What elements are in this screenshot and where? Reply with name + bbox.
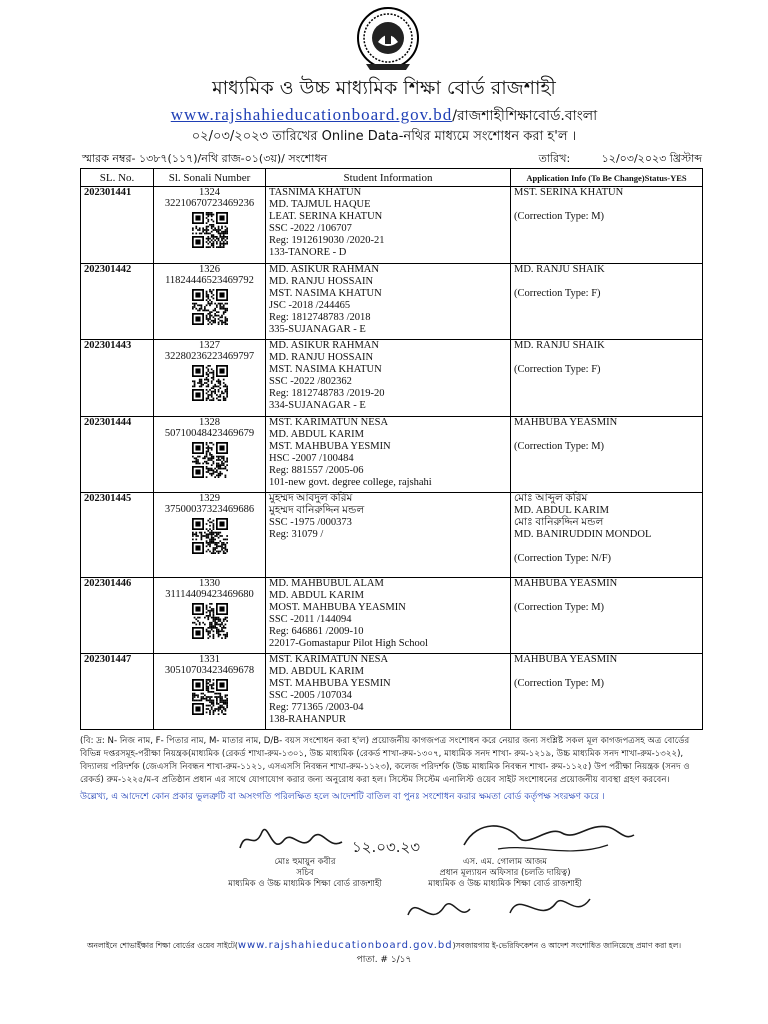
col-header-sl: SL. No. <box>81 169 154 187</box>
col-header-info: Student Information <box>266 169 511 187</box>
application-info-cell <box>511 493 703 578</box>
sonali-number: 37500037323469686 <box>164 504 255 515</box>
serial-number: 1330 <box>199 578 220 589</box>
table-row <box>81 264 703 340</box>
serial-number: 1328 <box>199 417 220 428</box>
table-row <box>81 654 703 730</box>
correction-type: (Correction Type: M) <box>514 441 605 452</box>
student-info-line: MST. MAHBUBA YESMIN <box>269 441 391 452</box>
student-info-line: MD. ABDUL KARIM <box>269 590 364 601</box>
table-row <box>81 187 703 264</box>
website-link[interactable]: www.rajshahieducationboard.gov.bd <box>170 105 453 124</box>
student-info-line: Reg: 881557 /2005-06 <box>269 465 364 476</box>
date-value: ১২/০৩/২০২৩ খ্রিস্টাব্দ <box>601 152 702 165</box>
serial-number: 1331 <box>199 654 220 665</box>
legend-note: (বি: দ্র: N- নিজ নাম, F- পিতার নাম, M- মাতার নাম, D/B- বয়স সংশোধন করা হ'ল) প্রয়োজনীয় কাগজপত্র সংশোধন করে নেয়ার জন্য সংশ্লিষ্ট সকল মূল কাগজপত্রসহ অত্র বোর্ডের বিভিন্ন দপ্তরসমূহ-পরীক্ষা নিয়ন্ত্রক(মাধ্যমিক (রেকর্ড শাখা-রুম-১৩০১, উচ্চ মাধ্যমিক (রেকর্ড শাখা-রুম-১৩০৭, মাধ্যমিক সনদ শাখা- রুম-১২১৯, উচ্চ মাধ্যমিক সনদ শাখা-রুম-১৩২২), বিদ্যালয় পরিদর্শক (জেএসসি নিবন্ধন শাখা-রুম-১১২১, এসএসসি নিবন্ধন শাখা-রুম-১১২৩), কলেজ পরিদর্শক (উচ্চ মাধ্যমিক নিবন্ধন শাখা- রুম-১১২৫) উপ পরীক্ষা নিয়ন্ত্রক (সনদ ও রেকর্ড) রুম-১২২৫/ম-ব প্রতিষ্ঠান প্রধান এর সাথে যোগাযোগ করার জন্য অনুরোধ করা হল। সিস্টেম সিস্টেম এনালিস্ট ওয়েব সাইট সংশোধনের প্রয়োজনীয় ব্যবস্থা গ্রহণ করবেন। <box>80 736 690 785</box>
student-info-cell <box>266 417 511 493</box>
sl-number: 202301441 <box>81 187 154 264</box>
table-row <box>81 417 703 493</box>
student-info-cell <box>266 187 511 264</box>
sonali-number: 30510703423469678 <box>164 665 255 676</box>
student-info-line: MST. NASIMA KHATUN <box>269 288 382 299</box>
student-info-line: MD. RANJU HOSSAIN <box>269 352 374 363</box>
application-info-line: MST. SERINA KHATUN <box>514 187 624 198</box>
memo-date <box>539 150 702 169</box>
memo-line <box>82 150 702 169</box>
qr-code-icon <box>192 365 228 401</box>
correction-type: (Correction Type: N/F) <box>514 553 612 564</box>
sl-number: 202301442 <box>81 264 154 340</box>
qr-code-icon <box>192 442 228 478</box>
correction-type: (Correction Type: M) <box>514 211 605 222</box>
student-info-line: 138-RAHANPUR <box>269 714 347 725</box>
correction-type: (Correction Type: F) <box>514 288 601 299</box>
student-info-line: Reg: 1912619030 /2020-21 <box>269 235 385 246</box>
application-info-cell <box>511 187 703 264</box>
sonali-number: 50710048423469679 <box>164 428 255 439</box>
board-logo-seal <box>356 4 420 72</box>
qr-code-icon <box>192 212 228 248</box>
student-info-line: HSC -2007 /100484 <box>269 453 354 464</box>
student-info-line: 22017-Gomastapur Pilot High School <box>269 638 428 649</box>
application-info-line: MD. RANJU SHAIK <box>514 340 605 351</box>
student-info-line: Reg: 1812748783 /2018 <box>269 312 371 323</box>
qr-code-icon <box>192 518 228 554</box>
student-info-line: 101-new govt. degree college, rajshahi <box>269 477 432 488</box>
sonali-number: 31114409423469680 <box>165 589 254 600</box>
student-info-line: 335-SUJANAGAR - E <box>269 324 366 335</box>
student-info-line: MST. MAHBUBA YESMIN <box>269 678 391 689</box>
student-info-line: SSC -2011 /144094 <box>269 614 352 625</box>
student-info-line: MD. ASIKUR RAHMAN <box>269 340 379 351</box>
student-info-line: JSC -2018 /244465 <box>269 300 351 311</box>
application-info-line: MAHBUBA YEASMIN <box>514 654 618 665</box>
qr-code-icon <box>192 289 228 325</box>
table-row <box>81 578 703 654</box>
student-info-line: MD. MAHBUBUL ALAM <box>269 578 384 589</box>
student-info-line: 133-TANORE - D <box>269 247 347 258</box>
footer-prefix: অনলাইনে শোভাইঁক্ষার শিক্ষা বোর্ডের ওয়েব সাইটে( <box>86 941 238 950</box>
date-label: তারিখ: <box>538 152 571 165</box>
table-row <box>81 493 703 578</box>
table-header-row <box>81 169 703 187</box>
website-line <box>0 104 768 128</box>
board-title: মাধ্যমিক ও উচ্চ মাধ্যমিক শিক্ষা বোর্ড রাজশাহী <box>212 77 556 99</box>
left-signature <box>232 822 432 862</box>
notice-line: ০২/০৩/২০২৩ তারিখের Online Data-নথির মাধ্যমে সংশোধন করা হ'ল । <box>191 129 577 144</box>
student-info-line: SSC -2022 /106707 <box>269 223 352 234</box>
student-info-cell <box>266 340 511 417</box>
student-info-line: Reg: 31079 / <box>269 529 324 540</box>
correction-type: (Correction Type: M) <box>514 602 605 613</box>
sonali-cell <box>154 578 266 654</box>
sonali-cell <box>154 654 266 730</box>
right-signatory-name: এস. এম. গোলাম আজম <box>462 857 548 867</box>
application-info-line: মোঃ আব্দুল করিম <box>514 493 588 504</box>
student-info-line: MD. ABDUL KARIM <box>269 666 364 677</box>
sonali-cell <box>154 493 266 578</box>
student-info-cell <box>266 578 511 654</box>
memo-number: স্মারক নম্বর- ১৩৮৭(১১৭)/নথি রাজ-০১(৩য়)/ সংশোধন <box>82 152 328 165</box>
records-table <box>80 168 703 730</box>
sl-number: 202301446 <box>81 578 154 654</box>
student-info-line: মুহম্মদ বানিরুদ্দিন মন্ডল <box>269 505 365 516</box>
application-info-cell <box>511 264 703 340</box>
application-info-line: MAHBUBA YEASMIN <box>514 578 618 589</box>
sonali-cell <box>154 264 266 340</box>
student-info-line: মুহম্মদ আবদুল করিম <box>269 493 353 504</box>
warning-note: উল্লেখ্য, এ আদেশে কোন প্রকার ভুলত্রুটি বা অসংগতি পরিলক্ষিত হলে আদেশটি বাতিল বা পুনঃ সংশোধন করার ক্ষমতা বোর্ড কর্তৃপক্ষ সংরক্ষণ করে । <box>80 792 605 802</box>
student-info-line: SSC -2005 /107034 <box>269 690 352 701</box>
left-signature-date: ১২.০৩.২৩ <box>352 838 421 856</box>
sonali-cell <box>154 417 266 493</box>
student-info-line: 334-SUJANAGAR - E <box>269 400 366 411</box>
left-signatory <box>205 857 405 890</box>
sl-number: 202301444 <box>81 417 154 493</box>
page-number: পাতা. # ১/১৭ <box>356 955 412 965</box>
serial-number: 1324 <box>199 187 220 198</box>
sl-number: 202301447 <box>81 654 154 730</box>
serial-number: 1326 <box>199 264 220 275</box>
student-info-line: MD. ASIKUR RAHMAN <box>269 264 379 275</box>
application-info-line: MD. BANIRUDDIN MONDOL <box>514 529 652 540</box>
sonali-cell <box>154 187 266 264</box>
application-info-line: MAHBUBA YEASMIN <box>514 417 618 428</box>
application-info-line: MD. ABDUL KARIM <box>514 505 609 516</box>
student-info-line: SSC -2022 /802362 <box>269 376 352 387</box>
application-info-cell <box>511 340 703 417</box>
application-info-line: মোঃ বানিরুদ্দিন মন্ডল <box>514 517 604 528</box>
qr-code-icon <box>192 603 228 639</box>
sonali-number: 11824446523469792 <box>165 275 254 286</box>
student-info-line: MOST. MAHBUBA YEASMIN <box>269 602 406 613</box>
student-info-line: MD. ABDUL KARIM <box>269 429 364 440</box>
right-signatory-org: মাধ্যমিক ও উচ্চ মাধ্যমিক শিক্ষা বোর্ড রাজশাহী <box>428 879 582 889</box>
right-signatory <box>400 857 610 890</box>
col-header-sonali: Sl. Sonali Number <box>154 169 266 187</box>
student-info-line: Reg: 771365 /2003-04 <box>269 702 364 713</box>
student-info-line: TASNIMA KHATUN <box>269 187 362 198</box>
student-info-cell <box>266 264 511 340</box>
student-info-line: SSC -1975 /000373 <box>269 517 352 528</box>
left-signatory-title: সচিব <box>296 868 314 878</box>
table-row <box>81 340 703 417</box>
sonali-number: 32280236223469797 <box>164 351 255 362</box>
serial-number: 1329 <box>199 493 220 504</box>
footer-suffix: )সবজায়গায় ই-ভেরিফিকেশন ও আদেশ সংশোধিত জানিয়েছে প্রমাণ করা হল। <box>452 941 682 950</box>
student-info-line: MST. KARIMATUN NESA <box>269 654 389 665</box>
sl-number: 202301443 <box>81 340 154 417</box>
sonali-cell <box>154 340 266 417</box>
qr-code-icon <box>192 679 228 715</box>
application-info-cell <box>511 654 703 730</box>
application-info-cell <box>511 578 703 654</box>
sonali-number: 32210670723469236 <box>164 198 255 209</box>
sl-number: 202301445 <box>81 493 154 578</box>
right-signature <box>458 815 638 863</box>
student-info-line: MST. NASIMA KHATUN <box>269 364 382 375</box>
student-info-cell <box>266 493 511 578</box>
records-body <box>81 187 703 730</box>
student-info-line: LEAT. SERINA KHATUN <box>269 211 383 222</box>
student-info-line: MST. KARIMATUN NESA <box>269 417 389 428</box>
student-info-cell <box>266 654 511 730</box>
application-info-cell <box>511 417 703 493</box>
footer-link[interactable]: www.rajshahieducationboard.gov.bd <box>237 940 453 951</box>
left-signatory-org: মাধ্যমিক ও উচ্চ মাধ্যমিক শিক্ষা বোর্ড রাজশাহী <box>228 879 382 889</box>
right-signatory-title: প্রধান মূল্যায়ন অফিসার (চলতি দায়িত্ব) <box>439 868 571 878</box>
left-signatory-name: মোঃ হুমায়ুন কবীর <box>274 857 336 867</box>
student-info-line: MD. TAJMUL HAQUE <box>269 199 371 210</box>
application-info-line: MD. RANJU SHAIK <box>514 264 605 275</box>
website-bangla[interactable]: /রাজশাহীশিক্ষাবোর্ড.বাংলা <box>452 108 598 124</box>
col-header-app: Application Info (To Be Change)Status-YES <box>511 169 703 187</box>
student-info-line: Reg: 646861 /2009-10 <box>269 626 364 637</box>
correction-type: (Correction Type: F) <box>514 364 601 375</box>
correction-type: (Correction Type: M) <box>514 678 605 689</box>
handwritten-initials <box>400 885 600 935</box>
student-info-line: Reg: 1812748783 /2019-20 <box>269 388 385 399</box>
student-info-line: MD. RANJU HOSSAIN <box>269 276 374 287</box>
serial-number: 1327 <box>199 340 220 351</box>
